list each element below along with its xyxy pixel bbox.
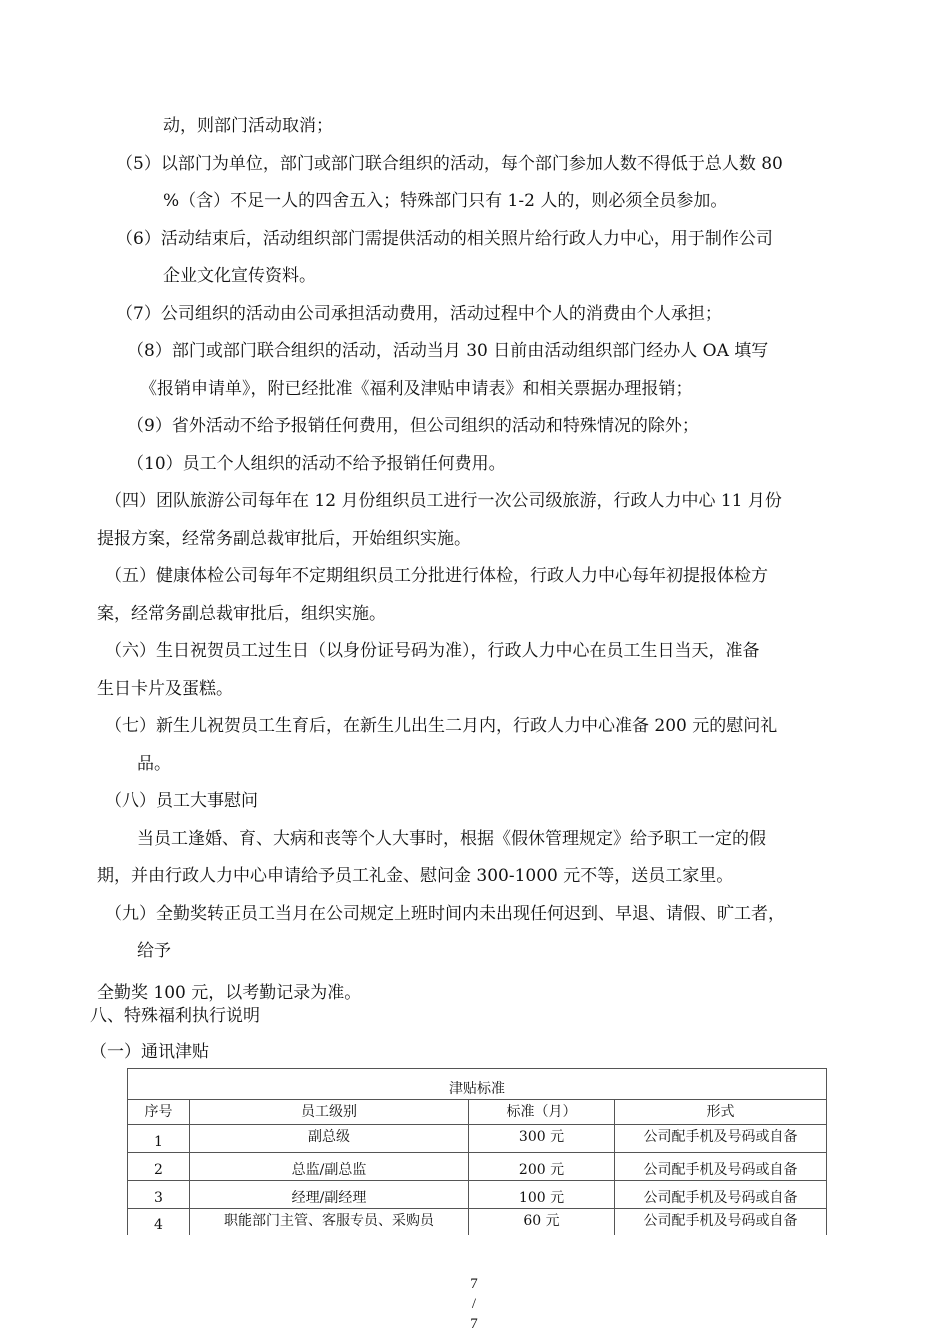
table-cell: 1 — [128, 1125, 190, 1153]
subsection-heading: （一）通讯津贴 — [90, 1042, 209, 1062]
table-title: 津贴标准 — [128, 1069, 827, 1100]
table-cell: 经理/副经理 — [190, 1181, 469, 1209]
paragraph-line: （六）生日祝贺员工过生日（以身份证号码为准），行政人力中心在员工生日当天，准备 — [105, 641, 760, 661]
table-cell: 300 元 — [469, 1125, 615, 1153]
column-header: 员工级别 — [190, 1100, 469, 1125]
table-row — [128, 1125, 827, 1153]
table-cell: 副总级 — [190, 1125, 469, 1153]
table-header-row — [128, 1100, 827, 1125]
table-cell: 3 — [128, 1181, 190, 1209]
paragraph-line: （10）员工个人组织的活动不给予报销任何费用。 — [127, 454, 506, 474]
paragraph-line: 动，则部门活动取消； — [163, 116, 333, 136]
column-header: 形式 — [615, 1100, 827, 1125]
table-cell: 公司配手机及号码或自备 — [615, 1125, 827, 1153]
paragraph-line: （九）全勤奖转正员工当月在公司规定上班时间内未出现任何迟到、早退、请假、旷工者， — [105, 904, 785, 924]
column-header: 序号 — [128, 1100, 190, 1125]
table-row — [128, 1181, 827, 1209]
table-cell: 60 元 — [469, 1209, 615, 1236]
column-header: 标准（月） — [469, 1100, 615, 1125]
page-number-separator: / — [471, 1296, 477, 1312]
allowance-table — [127, 1068, 827, 1235]
table-cell: 公司配手机及号码或自备 — [615, 1209, 827, 1236]
chapter-heading: 八、特殊福利执行说明 — [90, 1006, 260, 1026]
paragraph-line: （6）活动结束后，活动组织部门需提供活动的相关照片给行政人力中心，用于制作公司 — [116, 229, 773, 249]
table-cell: 2 — [128, 1153, 190, 1181]
section-heading: （八）员工大事慰问 — [105, 791, 258, 811]
table-cell: 职能部门主管、客服专员、采购员 — [190, 1209, 469, 1236]
paragraph-line: （5）以部门为单位，部门或部门联合组织的活动，每个部门参加人数不得低于总人数 80 — [116, 154, 783, 174]
paragraph-line: 当员工逢婚、育、大病和丧等个人大事时，根据《假休管理规定》给予职工一定的假 — [137, 829, 766, 849]
table-cell: 4 — [128, 1209, 190, 1236]
paragraph-line: （五）健康体检公司每年不定期组织员工分批进行体检，行政人力中心每年初提报体检方 — [105, 566, 768, 586]
paragraph-line: 期，并由行政人力中心申请给予员工礼金、慰问金 300-1000 元不等，送员工家里。 — [97, 866, 734, 886]
paragraph-line: 品。 — [137, 754, 171, 774]
table-cell: 总监/副总监 — [190, 1153, 469, 1181]
paragraph-line: （四）团队旅游公司每年在 12 月份组织员工进行一次公司级旅游，行政人力中心 11 月份 — [105, 491, 782, 511]
paragraph-line: （七）新生儿祝贺员工生育后，在新生儿出生二月内，行政人力中心准备 200 元的慰问礼 — [105, 716, 778, 736]
table-cell: 200 元 — [469, 1153, 615, 1181]
table-row — [128, 1153, 827, 1181]
table-cell: 100 元 — [469, 1181, 615, 1209]
paragraph-line: （8）部门或部门联合组织的活动，活动当月 30 日前由活动组织部门经办人 OA 填写 — [127, 341, 769, 361]
paragraph-line: （7）公司组织的活动由公司承担活动费用，活动过程中个人的消费由个人承担； — [116, 304, 722, 324]
paragraph-line: 给予 — [137, 941, 171, 961]
table-cell: 公司配手机及号码或自备 — [615, 1153, 827, 1181]
paragraph-line: （9）省外活动不给予报销任何费用，但公司组织的活动和特殊情况的除外； — [127, 416, 699, 436]
page-number-total: 7 — [470, 1316, 478, 1332]
paragraph-line: 案，经常务副总裁审批后，组织实施。 — [97, 604, 386, 624]
page-number-current: 7 — [470, 1276, 478, 1292]
paragraph-line: 全勤奖 100 元，以考勤记录为准。 — [97, 983, 362, 1003]
paragraph-line: %（含）不足一人的四舍五入；特殊部门只有 1-2 人的，则必须全员参加。 — [163, 191, 728, 211]
paragraph-line: 提报方案，经常务副总裁审批后，开始组织实施。 — [97, 529, 471, 549]
paragraph-line: 企业文化宣传资料。 — [163, 266, 316, 286]
paragraph-line: 《报销申请单》，附已经批准《福利及津贴申请表》和相关票据办理报销； — [140, 379, 693, 399]
paragraph-line: 生日卡片及蛋糕。 — [97, 679, 233, 699]
table-row — [128, 1209, 827, 1236]
table-cell: 公司配手机及号码或自备 — [615, 1181, 827, 1209]
